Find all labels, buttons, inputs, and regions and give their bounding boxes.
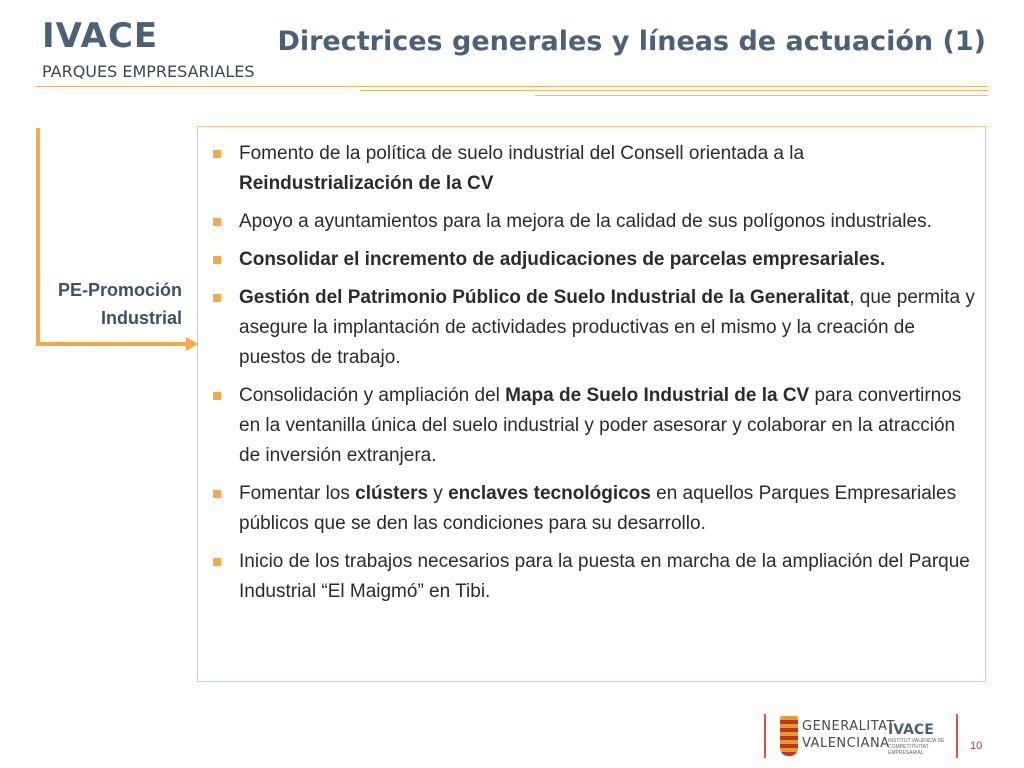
bullet-text-bold: enclaves tecnológicos [448,483,651,504]
ivace-small-sub: INSTITUT VALENCIÀ DE COMPETITIVITAT EMPRESARIAL [888,738,945,756]
bullet-text: Consolidación y ampliación del [239,385,506,406]
ivace-small-word: IVACE [888,722,934,738]
header-rule-3 [535,95,988,96]
bullet-text: Apoyo a ayuntamientos para la mejora de la calidad de sus polígonos industriales. [239,211,932,232]
bullet-square-icon [213,256,221,264]
bullet-item [198,479,977,539]
side-label-line-1: PE-Promoción [57,280,182,300]
bullet-square-icon [213,558,221,566]
bullet-square-icon [213,490,221,498]
bullet-list [198,127,985,607]
content-box [197,126,986,682]
logo-wordmark: IVACE [42,16,159,56]
bullet-square-icon [213,150,221,158]
bullet-item [198,245,977,275]
bullet-square-icon [213,294,221,302]
bullet-square-icon [213,392,221,400]
bullet-item [198,547,977,607]
bullet-square-icon [213,218,221,226]
bullet-text: , que permita y asegure la implantación de actividades productivas en el mismo y la creación de puestos de trabajo. [239,287,975,368]
bullet-text: Fomentar los [239,483,356,504]
bullet-text-bold: Gestión del Patrimonio Público de Suelo Industrial de la Generalitat [239,287,850,308]
side-label-line-2: Industrial [100,308,182,328]
footer-divider-left [764,714,766,758]
ivace-small-logo [888,722,948,756]
logo-subtitle: PARQUES EMPRESARIALES [42,62,255,81]
bullet-text: y [428,483,449,504]
bullet-text-bold: Reindustrialización de la CV [239,173,494,194]
bullet-text: para convertirnos en la ventanilla única del suelo industrial y poder asesorar y colaborar en la atracción de inversión extranjera. [239,385,962,466]
side-label [40,276,182,332]
bullet-item [198,283,977,373]
bullet-text-bold: clústers [355,483,429,504]
bullet-text-bold: Mapa de Suelo Industrial de la CV [505,385,810,406]
gv-line-1: GENERALITAT [802,719,895,734]
gv-line-2: VALENCIANA [802,736,890,751]
generalitat-valenciana-logo [780,714,895,758]
bullet-text: Fomento de la política de suelo industrial del Consell orientada a la [239,143,805,164]
bullet-text-bold: Consolidar el incremento de adjudicaciones de parcelas empresariales. [239,249,886,270]
footer-divider-right [956,714,958,758]
bullet-item [198,207,977,237]
page-title: Directrices generales y líneas de actuación (1) [277,26,986,57]
bullet-text: en aquellos Parques Empresariales públicos que se den las condiciones para su desarrollo. [239,483,957,534]
gv-shield-icon [780,716,798,756]
bullet-item [198,139,977,199]
header-rule-1 [36,86,988,87]
bullet-text: Inicio de los trabajos necesarios para la puesta en marcha de la ampliación del Parque Industrial “El Maigmó” en Tibi. [239,551,970,602]
bullet-item [198,381,977,471]
ivace-logo [42,14,255,84]
header-rule-2 [360,90,988,91]
page-number: 10 [970,740,983,752]
